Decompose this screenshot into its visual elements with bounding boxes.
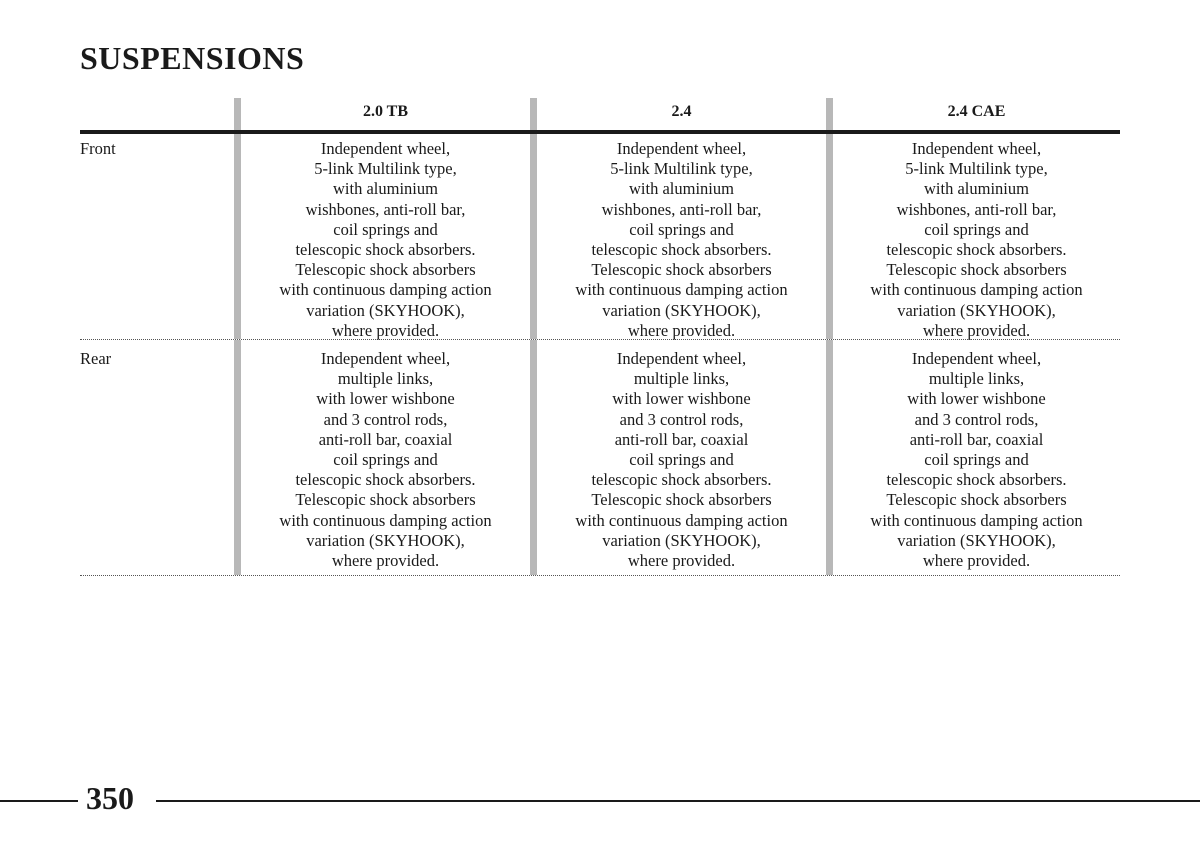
cell-text: Independent wheel, multiple links, with lower wishbone and 3 control rods, anti-roll bar, coaxial coil springs and telescopic shock absorbers. Telescopic shock absorbers with continuous damping action variation (SKYHOOK), where provided. <box>870 349 1083 571</box>
page-title: SUSPENSIONS <box>80 40 305 76</box>
column-header-label: 2.4 <box>671 103 692 120</box>
column-header-label: 2.4 CAE <box>947 103 1006 120</box>
table-cell-rear-2-4-cae <box>826 340 1120 575</box>
table-header-row <box>80 98 1120 134</box>
suspension-spec-table <box>80 98 1120 576</box>
page-number: 350 <box>86 780 134 816</box>
cell-text: Independent wheel, multiple links, with lower wishbone and 3 control rods, anti-roll bar, coaxial coil springs and telescopic shock absorbers. Telescopic shock absorbers with continuous damping action variation (SKYHOOK), where provided. <box>279 349 492 571</box>
column-header-2-0-tb <box>234 98 530 130</box>
cell-text: Independent wheel, multiple links, with lower wishbone and 3 control rods, anti-roll bar, coaxial coil springs and telescopic shock absorbers. Telescopic shock absorbers with continuous damping action variation (SKYHOOK), where provided. <box>575 349 788 571</box>
column-header-label: 2.0 TB <box>362 103 409 120</box>
table-row-front <box>80 134 1120 340</box>
footer-rule-right <box>156 800 1200 802</box>
table-cell-front-2-4 <box>530 134 826 339</box>
table-cell-rear-2-4 <box>530 340 826 575</box>
footer-rule-left <box>0 800 78 802</box>
cell-text: Independent wheel, 5-link Multilink type, with aluminium wishbones, anti-roll bar, coil springs and telescopic shock absorbers. Telescopic shock absorbers with continuous damping action variation (SKYHOOK), where provided. <box>870 139 1083 340</box>
cell-text: Independent wheel, 5-link Multilink type, with aluminium wishbones, anti-roll bar, coil springs and telescopic shock absorbers. Telescopic shock absorbers with continuous damping action variation (SKYHOOK), where provided. <box>279 139 492 340</box>
table-cell-front-2-4-cae <box>826 134 1120 339</box>
row-label-front: Front <box>80 139 116 158</box>
table-cell-front-2-0-tb <box>234 134 530 339</box>
cell-text: Independent wheel, 5-link Multilink type, with aluminium wishbones, anti-roll bar, coil springs and telescopic shock absorbers. Telescopic shock absorbers with continuous damping action variation (SKYHOOK), where provided. <box>575 139 788 340</box>
header-empty-cell <box>80 98 234 130</box>
page-footer <box>0 778 1200 822</box>
table-cell-rear-2-0-tb <box>234 340 530 575</box>
column-header-2-4-cae <box>826 98 1120 130</box>
column-header-2-4 <box>530 98 826 130</box>
row-label-rear: Rear <box>80 349 112 368</box>
table-row-rear <box>80 340 1120 576</box>
